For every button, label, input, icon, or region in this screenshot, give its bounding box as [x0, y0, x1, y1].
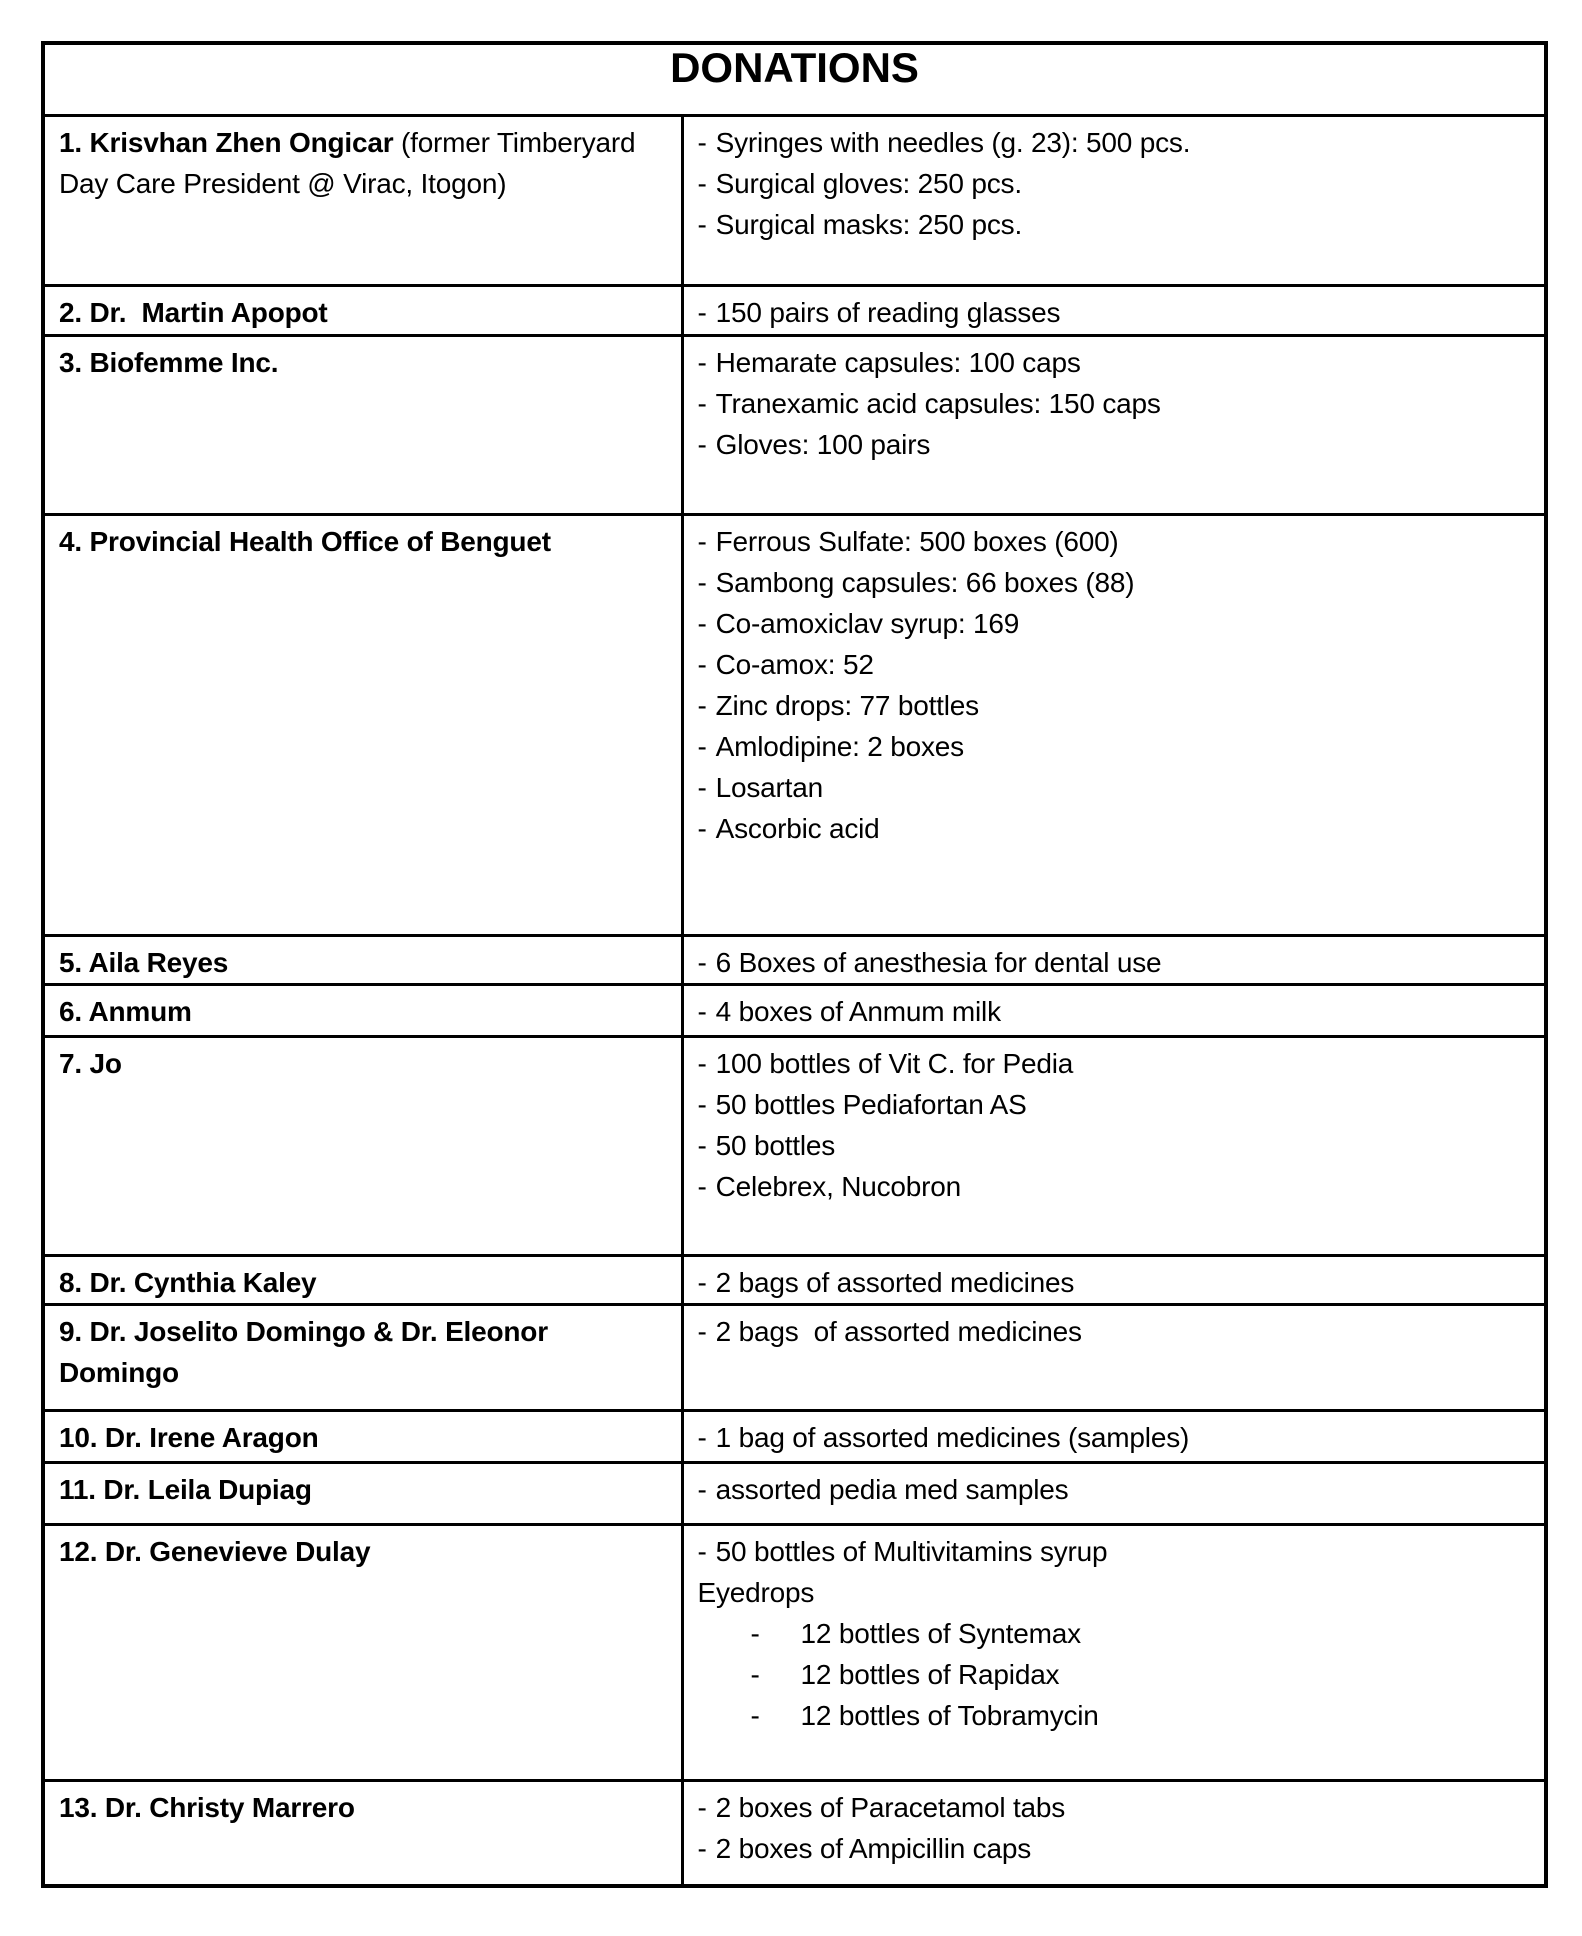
dash-bullet: -	[697, 167, 707, 199]
donor-name: 2. Dr. Martin Apopot	[59, 296, 328, 328]
item-text: Hemarate capsules: 100 caps	[715, 346, 1081, 378]
donations-table	[41, 41, 1548, 1888]
items-cell	[682, 1524, 1546, 1780]
item-line	[698, 204, 1533, 245]
dash-bullet: -	[697, 689, 707, 721]
dash-bullet: -	[697, 812, 707, 844]
item-text: 12 bottles of Tobramycin	[800, 1699, 1099, 1731]
dash-bullet: -	[697, 1832, 707, 1864]
items-cell	[682, 1462, 1546, 1524]
donor-name: 7. Jo	[59, 1047, 122, 1079]
item-line	[698, 1262, 1533, 1303]
item-line	[698, 1417, 1533, 1458]
donor-cell	[43, 285, 682, 335]
dash-bullet: -	[697, 730, 707, 762]
item-text: 4 boxes of Anmum milk	[715, 995, 1001, 1027]
donation-row	[43, 1036, 1546, 1255]
donor-cell	[43, 984, 682, 1036]
donor-name: 11. Dr. Leila Dupiag	[59, 1473, 312, 1505]
item-text: 150 pairs of reading glasses	[715, 296, 1061, 328]
item-text: Eyedrops	[697, 1576, 815, 1608]
item-line	[698, 1654, 1533, 1695]
donor-cell	[43, 1780, 682, 1886]
item-text: Ferrous Sulfate: 500 boxes (600)	[715, 525, 1119, 557]
dash-bullet: -	[697, 525, 707, 557]
item-line	[698, 1084, 1533, 1125]
donor-description: (former Timberyard Day Care President @ Virac, Itogon)	[59, 126, 644, 199]
item-line	[698, 1166, 1533, 1207]
item-text: Gloves: 100 pairs	[715, 428, 931, 460]
donor-name: 6. Anmum	[59, 995, 192, 1027]
donor-name: 5. Aila Reyes	[59, 946, 229, 978]
dash-bullet: -	[697, 771, 707, 803]
item-text: 6 Boxes of anesthesia for dental use	[715, 946, 1162, 978]
donation-row	[43, 514, 1546, 935]
dash-bullet: -	[697, 1129, 707, 1161]
items-cell	[682, 335, 1546, 514]
item-line	[698, 1828, 1533, 1869]
items-cell	[682, 935, 1546, 984]
item-line	[698, 521, 1533, 562]
item-text: 12 bottles of Syntemax	[800, 1617, 1081, 1649]
item-line	[698, 342, 1533, 383]
donor-cell	[43, 1410, 682, 1462]
donor-name: 10. Dr. Irene Aragon	[59, 1421, 319, 1453]
dash-bullet: -	[697, 126, 707, 158]
items-cell	[682, 514, 1546, 935]
donor-cell	[43, 514, 682, 935]
donation-row	[43, 984, 1546, 1036]
item-text: Surgical masks: 250 pcs.	[715, 208, 1023, 240]
dash-bullet: -	[697, 1421, 707, 1453]
donor-name: 1. Krisvhan Zhen Ongicar	[59, 126, 394, 158]
dash-bullet: -	[697, 946, 707, 978]
dash-bullet: -	[750, 1699, 760, 1731]
item-line	[698, 767, 1533, 808]
dash-bullet: -	[697, 1088, 707, 1120]
dash-bullet: -	[697, 428, 707, 460]
items-cell	[682, 1780, 1546, 1886]
item-text: 2 bags of assorted medicines	[715, 1315, 1082, 1347]
item-text: 50 bottles of Multivitamins syrup	[715, 1535, 1108, 1567]
item-line	[698, 1125, 1533, 1166]
donation-row	[43, 1410, 1546, 1462]
item-text: 100 bottles of Vit C. for Pedia	[715, 1047, 1074, 1079]
item-line	[698, 603, 1533, 644]
item-line	[698, 991, 1533, 1032]
dash-bullet: -	[697, 607, 707, 639]
item-text: Zinc drops: 77 bottles	[715, 689, 979, 721]
item-text: Co-amox: 52	[715, 648, 874, 680]
item-line	[698, 1695, 1533, 1736]
dash-bullet: -	[697, 1473, 707, 1505]
dash-bullet: -	[697, 1170, 707, 1202]
donor-cell	[43, 1462, 682, 1524]
donor-cell	[43, 335, 682, 514]
donor-cell	[43, 1255, 682, 1304]
items-cell	[682, 285, 1546, 335]
item-line	[698, 562, 1533, 603]
donor-name: 12. Dr. Genevieve Dulay	[59, 1535, 371, 1567]
donation-row	[43, 335, 1546, 514]
items-cell	[682, 1304, 1546, 1410]
item-line	[698, 424, 1533, 465]
item-line	[698, 644, 1533, 685]
donation-row	[43, 1780, 1546, 1886]
item-line	[698, 1572, 1533, 1613]
item-text: Losartan	[715, 771, 823, 803]
donation-row	[43, 115, 1546, 285]
item-line	[698, 122, 1533, 163]
donation-row	[43, 935, 1546, 984]
item-line	[698, 1311, 1533, 1352]
item-line	[698, 942, 1533, 983]
table-title: DONATIONS	[43, 43, 1546, 115]
item-text: 12 bottles of Rapidax	[800, 1658, 1060, 1690]
item-line	[698, 292, 1533, 333]
dash-bullet: -	[697, 208, 707, 240]
table-body	[43, 115, 1546, 1886]
donation-row	[43, 285, 1546, 335]
item-line	[698, 808, 1533, 849]
dash-bullet: -	[697, 648, 707, 680]
donation-row	[43, 1462, 1546, 1524]
items-cell	[682, 1255, 1546, 1304]
item-text: 50 bottles Pediafortan AS	[715, 1088, 1027, 1120]
items-cell	[682, 1036, 1546, 1255]
dash-bullet: -	[697, 1791, 707, 1823]
title-row	[43, 43, 1546, 115]
item-line	[698, 1613, 1533, 1654]
item-line	[698, 163, 1533, 204]
donor-name: 4. Provincial Health Office of Benguet	[59, 525, 551, 557]
item-text: Ascorbic acid	[715, 812, 880, 844]
donor-cell	[43, 1036, 682, 1255]
donor-name: 9. Dr. Joselito Domingo & Dr. Eleonor Domingo	[59, 1315, 556, 1388]
item-text: 2 bags of assorted medicines	[715, 1266, 1075, 1298]
item-line	[698, 383, 1533, 424]
donor-cell	[43, 1304, 682, 1410]
dash-bullet: -	[697, 566, 707, 598]
item-line	[698, 1787, 1533, 1828]
dash-bullet: -	[697, 296, 707, 328]
donation-row	[43, 1524, 1546, 1780]
items-cell	[682, 1410, 1546, 1462]
item-text: Amlodipine: 2 boxes	[715, 730, 964, 762]
table-header	[43, 43, 1546, 115]
item-line	[698, 1531, 1533, 1572]
dash-bullet: -	[697, 1315, 707, 1347]
item-text: Sambong capsules: 66 boxes (88)	[715, 566, 1135, 598]
dash-bullet: -	[750, 1658, 760, 1690]
item-line	[698, 1469, 1533, 1510]
donor-cell	[43, 115, 682, 285]
dash-bullet: -	[697, 387, 707, 419]
dash-bullet: -	[697, 1535, 707, 1567]
item-text: Celebrex, Nucobron	[715, 1170, 962, 1202]
item-text: 50 bottles	[715, 1129, 836, 1161]
item-line	[698, 685, 1533, 726]
item-line	[698, 1043, 1533, 1084]
dash-bullet: -	[697, 1266, 707, 1298]
item-text: 1 bag of assorted medicines (samples)	[715, 1421, 1190, 1453]
item-text: assorted pedia med samples	[715, 1473, 1069, 1505]
items-cell	[682, 984, 1546, 1036]
donation-row	[43, 1255, 1546, 1304]
dash-bullet: -	[697, 1047, 707, 1079]
donor-name: 3. Biofemme Inc.	[59, 346, 279, 378]
item-line	[698, 726, 1533, 767]
dash-bullet: -	[697, 346, 707, 378]
donor-cell	[43, 1524, 682, 1780]
dash-bullet: -	[697, 995, 707, 1027]
item-text: 2 boxes of Paracetamol tabs	[715, 1791, 1066, 1823]
item-text: Syringes with needles (g. 23): 500 pcs.	[715, 126, 1191, 158]
donor-name: 13. Dr. Christy Marrero	[59, 1791, 355, 1823]
donation-row	[43, 1304, 1546, 1410]
item-text: Co-amoxiclav syrup: 169	[715, 607, 1020, 639]
donor-name: 8. Dr. Cynthia Kaley	[59, 1266, 317, 1298]
item-text: 2 boxes of Ampicillin caps	[715, 1832, 1032, 1864]
dash-bullet: -	[750, 1617, 760, 1649]
donor-cell	[43, 935, 682, 984]
item-text: Tranexamic acid capsules: 150 caps	[715, 387, 1161, 419]
item-text: Surgical gloves: 250 pcs.	[715, 167, 1022, 199]
items-cell	[682, 115, 1546, 285]
